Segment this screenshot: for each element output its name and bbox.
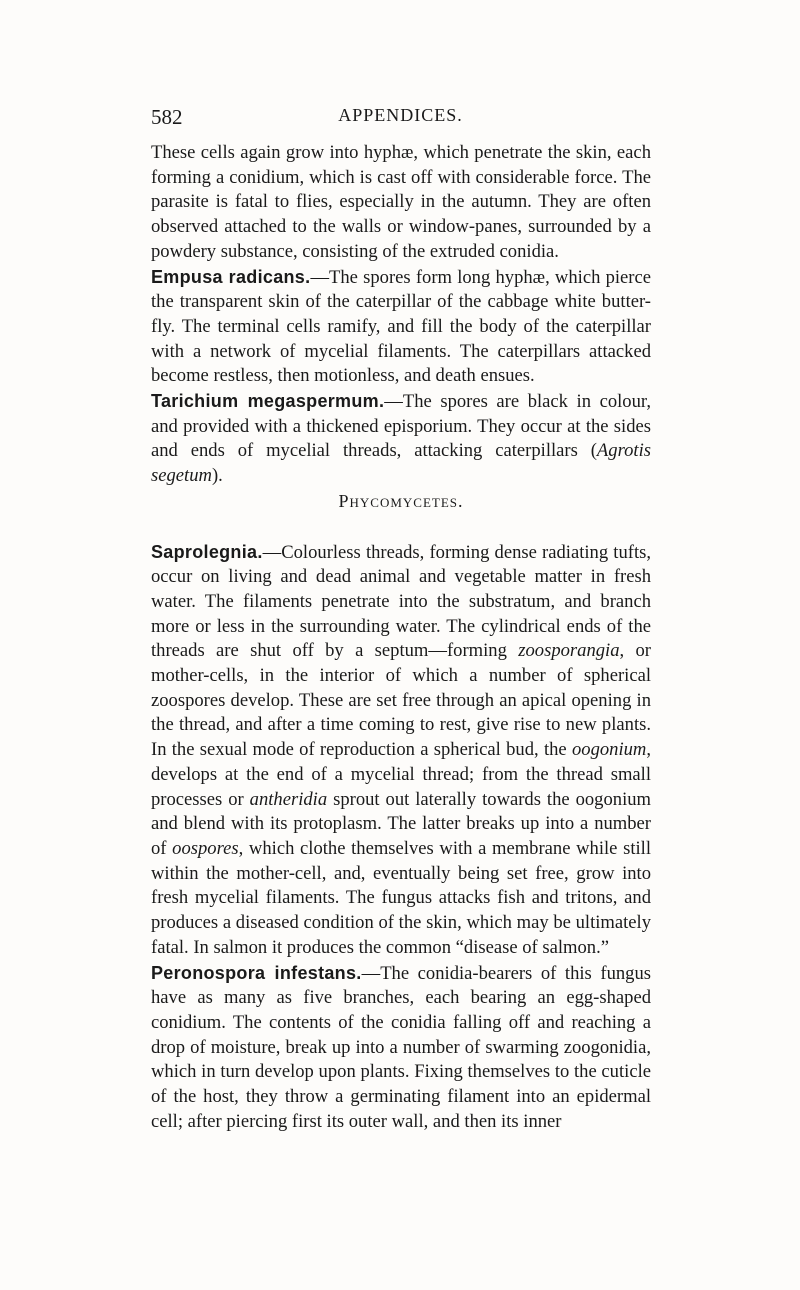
saprolegnia-text-1: —Colourless threads, forming dense radiating tufts, occur on living and dead animal and vegetable matter in fresh water. The filaments penetrate into the substratum, and branch more or less in the surrounding water. The cylindrical ends of the threads are shut off by a septum—forming xyxy=(151,541,651,662)
taxon-saprolegnia: Saprolegnia. xyxy=(151,541,263,562)
taxon-empusa-radicans: Empusa radicans. xyxy=(151,266,311,287)
page-body xyxy=(151,141,651,1134)
term-antheridia: antheridia xyxy=(249,788,328,810)
species-agrotis-segetum: Agrotis segetum xyxy=(151,440,651,487)
saprolegnia-text-4: sprout out laterally towards the oogonium and blend with its protoplasm. The latter breaks up into a number of xyxy=(151,788,651,859)
saprolegnia-text-5: , which clothe themselves with a membrane while still within the mother-cell, and, eventually being set free, grow into fresh mycelial filaments. The fungus attacks fish and tritons, and produces a diseased condition of the skin, which may be ultimately fatal. In salmon it produces the common “disease of salmon.” xyxy=(151,837,651,958)
term-oogonium: oogonium xyxy=(571,739,647,761)
taxon-peronospora-infestans: Peronospora infestans. xyxy=(151,962,362,983)
paragraph-empusa-text: —The spores form long hyphæ, which pierce the transparent skin of the caterpillar of the cabbage white butter-fly. The terminal cells ramify, and fill the body of the caterpillar with a network of mycelial filaments. The caterpillars attacked become restless, then motionless, and death ensues. xyxy=(151,266,651,387)
term-oospores: oospores xyxy=(172,837,239,859)
page-number: 582 xyxy=(151,105,183,129)
paragraph-tarichium-text-b: ). xyxy=(211,465,223,487)
taxon-tarichium-megaspermum: Tarichium megaspermum. xyxy=(151,391,385,412)
paragraph-saprolegnia xyxy=(151,540,651,961)
saprolegnia-text-3: , develops at the end of a mycelial thread; from the thread small processes or xyxy=(151,739,651,810)
paragraph-empusa xyxy=(151,265,651,390)
saprolegnia-text-2: , or mother-cells, in the interior of which a number of spherical zoospores develop. These are set free through an apical opening in the thread, and after a time coming to rest, give rise to new plants. In the sexual mode of reproduction a spherical bud, the xyxy=(151,640,651,761)
term-zoosporangia: zoosporangia xyxy=(518,640,620,662)
paragraph-peronospora-text: —The conidia-bearers of this fungus have as many as five branches, each bearing an egg-shaped conidium. The contents of the conidia falling off and reaching a drop of moisture, break up into a number of swarming zoogonidia, which in turn develop upon plants. Fixing themselves to the cuticle of the host, they throw a germinating filament into an epidermal cell; after piercing first its outer wall, and then its inner xyxy=(151,962,651,1132)
running-head: APPENDICES. xyxy=(338,105,463,125)
paragraph-tarichium xyxy=(151,389,651,489)
page-header xyxy=(151,105,650,135)
paragraph-tarichium-text-a: —The spores are black in colour, and provided with a thickened episporium. They occur at the sides and ends of mycelial threads, attacking caterpillars ( xyxy=(151,391,651,462)
section-heading-phycomycetes: Phycomycetes. xyxy=(338,490,464,511)
paragraph-peronospora xyxy=(151,961,651,1135)
paragraph-flies: These cells again grow into hyphæ, which penetrate the skin, each forming a conidium, which is cast off with considerable force. The parasite is fatal to flies, especially in the autumn. They are often observed attached to the walls or window-panes, surrounded by a powdery substance, consisting of the extruded conidia. xyxy=(151,142,651,262)
